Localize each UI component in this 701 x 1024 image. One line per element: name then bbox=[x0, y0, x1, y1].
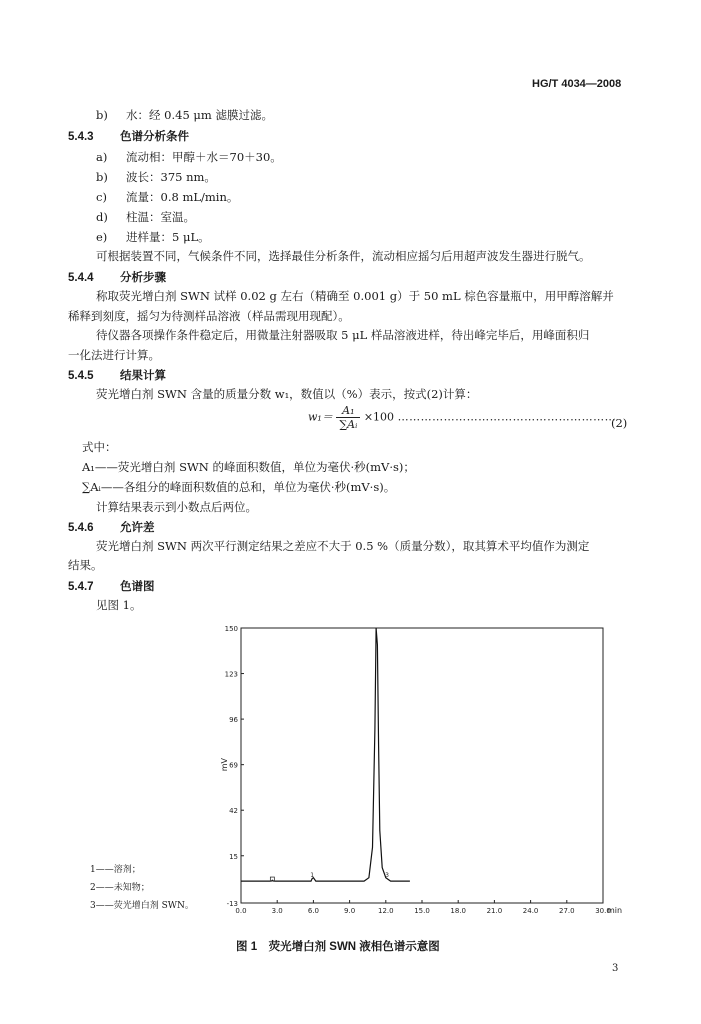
x-tick-label: 24.0 bbox=[522, 907, 539, 915]
x-tick-label: 27.0 bbox=[559, 907, 575, 915]
section-number: 5.4.5 bbox=[68, 370, 94, 382]
formula bbox=[308, 404, 616, 431]
paragraph-line: 结果。 bbox=[68, 558, 103, 572]
formula-numerator: A₁ bbox=[336, 404, 360, 418]
formula-leader: ………………………………………………… bbox=[397, 410, 617, 424]
plot-frame bbox=[241, 628, 603, 903]
formula-fraction bbox=[336, 404, 360, 431]
y-tick-label: 150 bbox=[224, 625, 238, 633]
section-title: 结果计算 bbox=[120, 370, 166, 382]
list-label: d) bbox=[96, 210, 108, 224]
paragraph: 可根据装置不同，气候条件不同，选择最佳分析条件，流动相应摇匀后用超声波发生器进行脱气。 bbox=[96, 249, 591, 263]
figure-caption: 图 1 荧光增白剂 SWN 液相色谱示意图 bbox=[236, 941, 440, 953]
formula-denominator: ∑Aᵢ bbox=[339, 418, 358, 431]
x-tick-label: 3.0 bbox=[271, 907, 283, 915]
paragraph: 计算结果表示到小数点后两位。 bbox=[96, 500, 257, 514]
x-tick-label: 12.0 bbox=[378, 907, 394, 915]
chromatogram-chart bbox=[215, 618, 635, 918]
paragraph-line: 一化法进行计算。 bbox=[68, 348, 160, 362]
list-item bbox=[96, 189, 238, 205]
list-label: c) bbox=[96, 190, 107, 204]
list-text: 柱温：室温。 bbox=[126, 210, 195, 224]
formula-lhs: w₁＝ bbox=[308, 410, 333, 424]
x-tick-label: 9.0 bbox=[344, 907, 356, 915]
y-tick-label: 123 bbox=[224, 670, 238, 679]
section-heading-543 bbox=[68, 128, 189, 144]
formula-factor: ×100 bbox=[363, 410, 395, 424]
x-tick-label: 21.0 bbox=[486, 907, 503, 915]
x-tick-label: 18.0 bbox=[450, 907, 466, 915]
list-item-water bbox=[96, 107, 273, 123]
y-tick-label: 69 bbox=[229, 761, 238, 770]
definition: A₁——荧光增白剂 SWN 的峰面积数值，单位为毫伏·秒(mV·s)； bbox=[82, 460, 415, 474]
y-tick-label: -13 bbox=[226, 900, 238, 908]
paragraph: 见图 1。 bbox=[96, 598, 142, 612]
definition: ∑Aᵢ——各组分的峰面积数值的总和，单位为毫伏·秒(mV·s)。 bbox=[82, 480, 396, 494]
chromatogram-trace bbox=[241, 628, 410, 881]
page-number: 3 bbox=[612, 963, 619, 974]
section-title: 色谱图 bbox=[120, 581, 155, 593]
list-label: a) bbox=[96, 150, 108, 164]
y-tick-label: 15 bbox=[229, 852, 238, 861]
where-label: 式中： bbox=[82, 440, 117, 454]
formula-number: (2) bbox=[611, 416, 628, 430]
x-tick-label: 0.0 bbox=[235, 907, 247, 915]
section-number: 5.4.3 bbox=[68, 131, 94, 143]
section-heading-546 bbox=[68, 519, 155, 535]
standard-code: HG/T 4034—2008 bbox=[532, 78, 622, 90]
list-text: 波长：375 nm。 bbox=[126, 170, 216, 184]
paragraph-line: 稀释到刻度，摇匀为待测样品溶液（样品需现用现配）。 bbox=[68, 309, 350, 323]
list-item bbox=[96, 209, 195, 225]
paragraph: 荧光增白剂 SWN 含量的质量分数 w₁，数值以（%）表示，按式(2)计算： bbox=[96, 387, 478, 401]
y-tick-label: 42 bbox=[229, 807, 238, 816]
list-item bbox=[96, 169, 216, 185]
peak-label: 3 bbox=[385, 872, 389, 880]
y-axis-label: mV bbox=[220, 758, 229, 772]
section-title: 色谱分析条件 bbox=[120, 131, 189, 143]
legend-item: 3——荧光增白剂 SWN。 bbox=[90, 901, 194, 911]
paragraph-line: 待仪器各项操作条件稳定后，用微量注射器吸取 5 μL 样品溶液进样，待出峰完毕后，用峰面积归 bbox=[96, 328, 590, 342]
list-item bbox=[96, 149, 282, 165]
section-number: 5.4.4 bbox=[68, 272, 94, 284]
list-label: b) bbox=[96, 108, 108, 122]
x-tick-label: 15.0 bbox=[414, 907, 430, 915]
legend-item: 1——溶剂； bbox=[90, 865, 141, 875]
section-title: 分析步骤 bbox=[120, 272, 166, 284]
list-text: 水：经 0.45 μm 滤膜过滤。 bbox=[126, 108, 273, 122]
paragraph-line: 荧光增白剂 SWN 两次平行测定结果之差应不大于 0.5 %（质量分数），取其算术平均值作为测定 bbox=[96, 539, 590, 553]
section-heading-544 bbox=[68, 269, 166, 285]
list-label: e) bbox=[96, 230, 108, 244]
list-text: 流量：0.8 mL/min。 bbox=[126, 190, 239, 204]
section-number: 5.4.7 bbox=[68, 581, 94, 593]
peak-annotations bbox=[270, 872, 389, 881]
legend-item: 2——未知物； bbox=[90, 883, 150, 893]
y-tick-label: 96 bbox=[229, 716, 238, 725]
x-tick-label: 6.0 bbox=[307, 907, 319, 915]
section-number: 5.4.6 bbox=[68, 522, 94, 534]
list-text: 流动相：甲醇＋水＝70＋30。 bbox=[126, 150, 282, 164]
x-axis-unit-label: min bbox=[607, 906, 623, 915]
list-item bbox=[96, 229, 210, 245]
section-title: 允许差 bbox=[120, 522, 155, 534]
paragraph-line: 称取荧光增白剂 SWN 试样 0.02 g 左右（精确至 0.001 g）于 50 mL 棕色容量瓶中，用甲醇溶解并 bbox=[96, 289, 614, 303]
x-axis-ticks bbox=[235, 900, 610, 915]
section-heading-547 bbox=[68, 578, 155, 594]
x-tick-label: 30.0 bbox=[595, 907, 611, 915]
list-label: b) bbox=[96, 170, 108, 184]
peak-label: 1 bbox=[310, 872, 315, 880]
section-heading-545 bbox=[68, 367, 166, 383]
list-text: 进样量：5 μL。 bbox=[126, 230, 210, 244]
